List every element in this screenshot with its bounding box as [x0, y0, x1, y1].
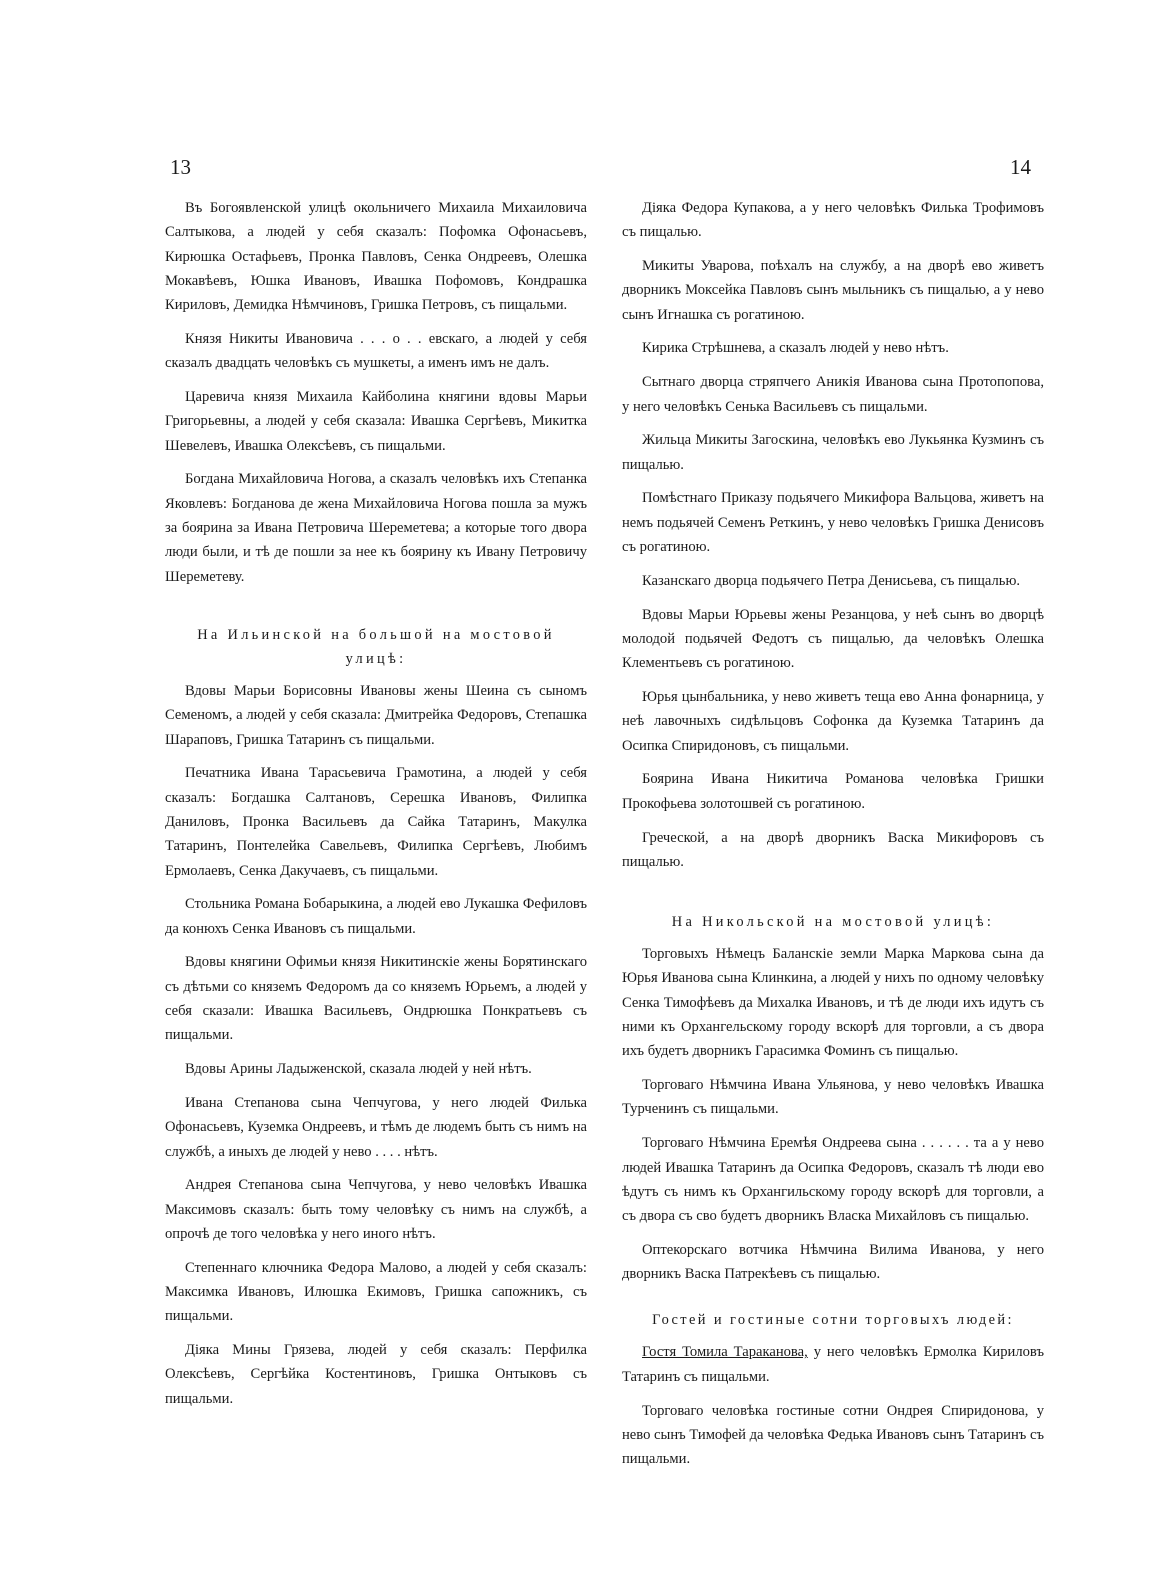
paragraph: Въ Богоявленской улицѣ окольничего Михаила Михаиловича Салтыкова, а людей у себя сказалъ: Пофомка Офонасьевъ, Кирюшка Остафьевъ, Пронка Павловъ, Сенка Ондреевъ, Олешка Мокавѣевъ, Юшка Ивановъ, Ивашка Пофомовъ, Кондрашка Кириловъ, Демидка Нѣмчиновъ, Гришка Петровъ, съ пищальми. — [165, 200, 587, 314]
paragraph: Степеннаго ключника Федора Малово, а людей у себя сказалъ: Максимка Ивановъ, Илюшка Екимовъ, Гришка сапожникъ, съ пищальми. — [165, 1259, 587, 1325]
paragraph: Князя Никиты Ивановича . . . о . . евскаго, а людей у себя сказалъ двадцать человѣкъ съ мушкеты, а именъ имъ не далъ. — [165, 330, 587, 372]
paragraph: Торговаго Нѣмчина Еремѣя Ондреева сына . . . . . . та а у нево людей Ивашка Татаринъ да Осипка Федоровъ, сказалъ тѣ люди ево ѣдутъ съ нимъ къ Орхангильскому городу вскорѣ для торговли, а съ двора съ сво будетъ дворникъ Власка Михайловъ съ пищалью. — [622, 1135, 1044, 1225]
paragraph: Стольника Романа Бобарыкина, а людей ево Лукашка Фефиловъ да конюхъ Сенка Ивановъ съ пищальми. — [165, 896, 587, 937]
paragraph: Греческой, а на дворѣ дворникъ Васка Микифоровъ съ пищалью. — [622, 829, 1044, 870]
paragraph: Кирика Стрѣшнева, а сказалъ людей у нево нѣтъ. — [642, 340, 949, 357]
paragraph: Микиты Уварова, поѣхалъ на службу, а на дворѣ ево живетъ дворникъ Моксейка Павловъ сынъ мыльникъ съ пищалью, а у нево сынъ Игнашка съ рогатиною. — [622, 258, 1044, 323]
paragraph: Богдана Михайловича Ногова, а сказалъ человѣкъ ихъ Степанка Яковлевъ: Богданова де жена Михайловича Ногова пошла за мужъ за боярина за Ивана Петровича Шереметева; а которые того двора люди были, и тѣ де пошли за нее къ боярину къ Ивану Петровичу Шереметеву. — [165, 471, 587, 585]
paragraph: Помѣстнаго Приказу подьячего Микифора Вальцова, живетъ на немъ подьячей Семенъ Реткинъ, у нево человѣкъ Гришка Денисовъ съ рогатиною. — [622, 490, 1044, 556]
paragraph: Вдовы Арины Ладыженской, сказала людей у ней нѣтъ. — [185, 1061, 532, 1078]
paragraph: Печатника Ивана Тарасьевича Грамотина, а людей у себя сказалъ: Богдашка Салтановъ, Серешка Ивановъ, Филипка Даниловъ, Пронка Васильевъ да Сайка Татаринъ, Макулка Татаринъ, Понтелейка Савельевъ, Филипка Сергѣевъ, Любимъ Ермолаевъ, Сенка Дакучаевъ, съ пищальми. — [165, 765, 587, 879]
paragraph: Андрея Степанова сына Чепчугова, у нево человѣкъ Ивашка Максимовъ сказалъ: быть тому человѣку съ нимъ на службѣ, а опрочѣ де того человѣка у него иного нѣтъ. — [165, 1177, 587, 1242]
paragraph: Торговаго Нѣмчина Ивана Ульянова, у нево человѣкъ Ивашка Турченинъ съ пищальми. — [622, 1077, 1044, 1118]
section-heading-gosti: Гостей и гостиные сотни торговыхъ людей: — [652, 1312, 1014, 1329]
paragraph: Вдовы княгини Офимьи князя Никитинскіе жены Борятинскаго съ дѣтьми со княземъ Федоромъ да со княземъ Юрьемъ, а людей у себя сказали: Ивашка Васильевъ, Ондрюшка Понкратьевъ съ пищальми. — [165, 954, 587, 1044]
paragraph: Оптекорскаго вотчика Нѣмчина Вилима Иванова, у него дворникъ Васка Патрекѣевъ съ пищалью. — [622, 1241, 1044, 1283]
page-number-left: 13 — [170, 155, 191, 179]
page-number-right: 14 — [1010, 155, 1031, 179]
paragraph: Жильца Микиты Загоскина, человѣкъ ево Лукьянка Кузминъ съ пищалью. — [622, 432, 1044, 473]
paragraph: Царевича князя Михаила Кайболина княгини вдовы Марьи Григорьевны, а людей у себя сказала: Ивашка Сергѣевъ, Микитка Шевелевъ, Ивашка Олексѣевъ, съ пищальми. — [165, 389, 587, 454]
paragraph: Юрья цынбальника, у нево живетъ теща ево Анна фонарница, у неѣ лавочныхъ сидѣльцовъ Софонка да Куземка Татаринъ да Осипка Спиридоновъ, съ пищальми. — [622, 689, 1044, 754]
paragraph: Казанскаго дворца подьячего Петра Денисьева, съ пищалью. — [642, 572, 1021, 589]
paragraph: Торговыхъ Нѣмецъ Баланскіе земли Марка Маркова сына да Юрья Иванова сына Клинкина, а людей у нихъ по одному человѣку Сенка Тимофѣевъ да Михалка Ивановъ, и тѣ де люди ихъ идутъ съ ними къ Орхангельскому городу вскорѣ для торговли, а съ двора ихъ будетъ дворникъ Гарасимка Фоминъ съ пищалью. — [622, 946, 1044, 1060]
section-heading-nikolskaya: На Никольской на мостовой улицѣ: — [671, 914, 995, 931]
paragraph: Діяка Федора Купакова, а у него человѣкъ Филька Трофимовъ съ пищалью. — [622, 200, 1044, 241]
left-column — [165, 196, 587, 1420]
underlined-name: Гостя Томила Тараканова, — [642, 1344, 808, 1361]
paragraph: Боярина Ивана Никитича Романова человѣка Гришки Прокофьева золотошвей съ рогатиною. — [622, 771, 1044, 812]
paragraph: Ивана Степанова сына Чепчугова, у него людей Филька Офонасьевъ, Куземка Ондреевъ, и тѣмъ де людемъ быть съ нимъ на службѣ, а иныхъ де людей у нево . . . . нѣтъ. — [165, 1094, 587, 1160]
paragraph: Торговаго человѣка гостиные сотни Ондрея Спиридонова, у нево сынъ Тимофей да человѣка Федька Ивановъ сынъ Татаринъ съ пищальми. — [622, 1402, 1044, 1468]
right-column — [622, 196, 1044, 1481]
paragraph-gost — [622, 1340, 1044, 1389]
paragraph: Діяка Мины Грязева, людей у себя сказалъ: Перфилка Олексѣевъ, Сергѣйка Костентиновъ, Гришка Онтыковъ съ пищальми. — [165, 1342, 587, 1407]
section-heading-ilyinskaya: На Ильинской на большой на мостовой улицѣ: — [197, 626, 555, 667]
paragraph: Сытнаго дворца стряпчего Аникія Иванова сына Протопопова, у него человѣкъ Сенька Васильевъ съ пищальми. — [622, 374, 1044, 415]
paragraph: Вдовы Марьи Юрьевы жены Резанцова, у неѣ сынъ во дворцѣ молодой подьячей Федотъ съ пищалью, да человѣкъ Олешка Клементьевъ съ рогатиною. — [622, 606, 1044, 672]
paragraph: Вдовы Марьи Борисовны Ивановы жены Шеина съ сыномъ Семеномъ, а людей у себя сказала: Дмитрейка Федоровъ, Степашка Шараповъ, Гришка Татаринъ съ пищальми. — [165, 682, 587, 748]
paragraph-text: у него человѣкъ Ермолка Кириловъ Татаринъ съ пищальми. — [622, 1344, 1044, 1385]
